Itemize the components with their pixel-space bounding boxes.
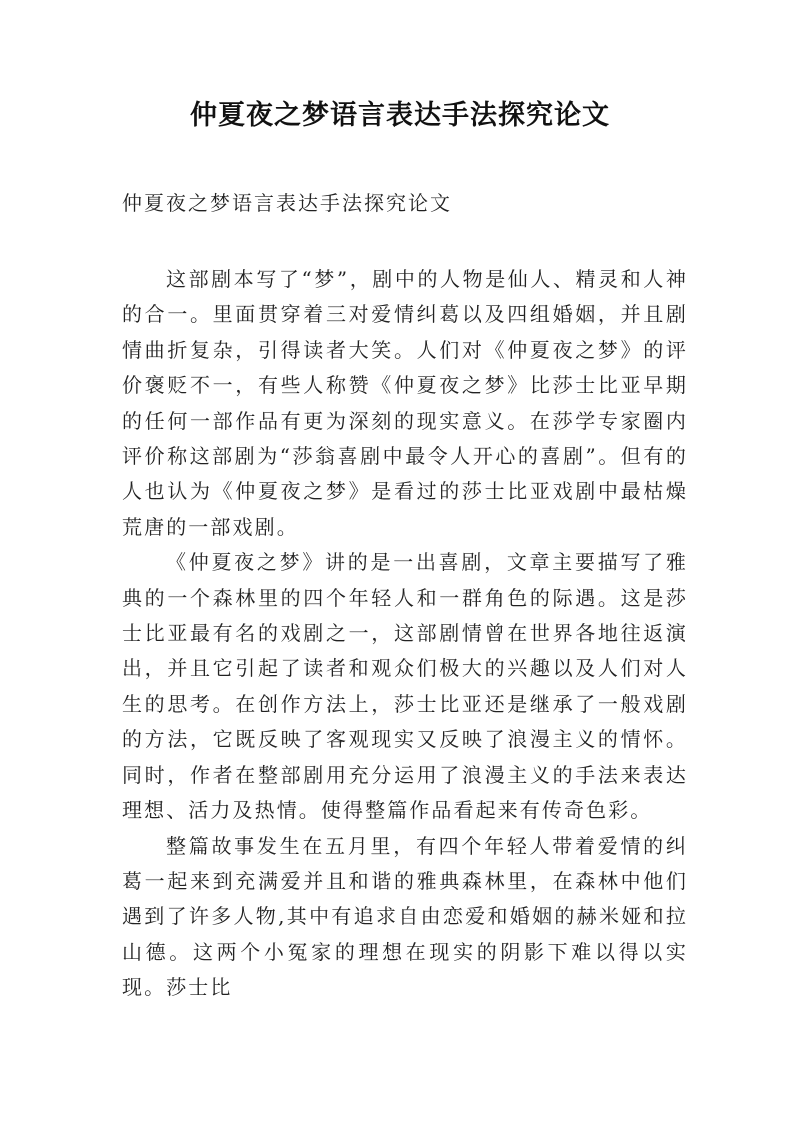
paragraph: 整篇故事发生在五月里，有四个年轻人带着爱情的纠葛一起来到充满爱并且和谐的雅典森林里，在森林中他们遇到了许多人物,其中有追求自由恋爱和婚姻的赫米娅和拉山德。这两个小冤家的理想在现实的阴影下难以得以实现。莎士比 <box>122 833 688 1000</box>
paragraph: 这部剧本写了“梦”，剧中的人物是仙人、精灵和人神的合一。里面贯穿着三对爱情纠葛以及四组婚姻，并且剧情曲折复杂，引得读者大笑。人们对《仲夏夜之梦》的评价褒贬不一，有些人称赞《仲夏夜之梦》比莎士比亚早期的任何一部作品有更为深刻的现实意义。在莎学专家圈内评价称这部剧为“莎翁喜剧中最令人开心的喜剧”。但有的人也认为《仲夏夜之梦》是看过的莎士比亚戏剧中最枯燥荒唐的一部戏剧。 <box>122 267 688 539</box>
paragraph: 《仲夏夜之梦》讲的是一出喜剧，文章主要描写了雅典的一个森林里的四个年轻人和一群角色的际遇。这是莎士比亚最有名的戏剧之一，这部剧情曾在世界各地往返演出，并且它引起了读者和观众们极大的兴趣以及人们对人生的思考。在创作方法上，莎士比亚还是继承了一般戏剧的方法，它既反映了客观现实又反映了浪漫主义的情怀。同时，作者在整部剧用充分运用了浪漫主义的手法来表达理想、活力及热情。使得整篇作品看起来有传奇色彩。 <box>122 550 688 823</box>
document-title: 仲夏夜之梦语言表达手法探究论文 <box>190 100 610 131</box>
document-subtitle: 仲夏夜之梦语言表达手法探究论文 <box>122 191 452 215</box>
document-body <box>122 262 688 1006</box>
